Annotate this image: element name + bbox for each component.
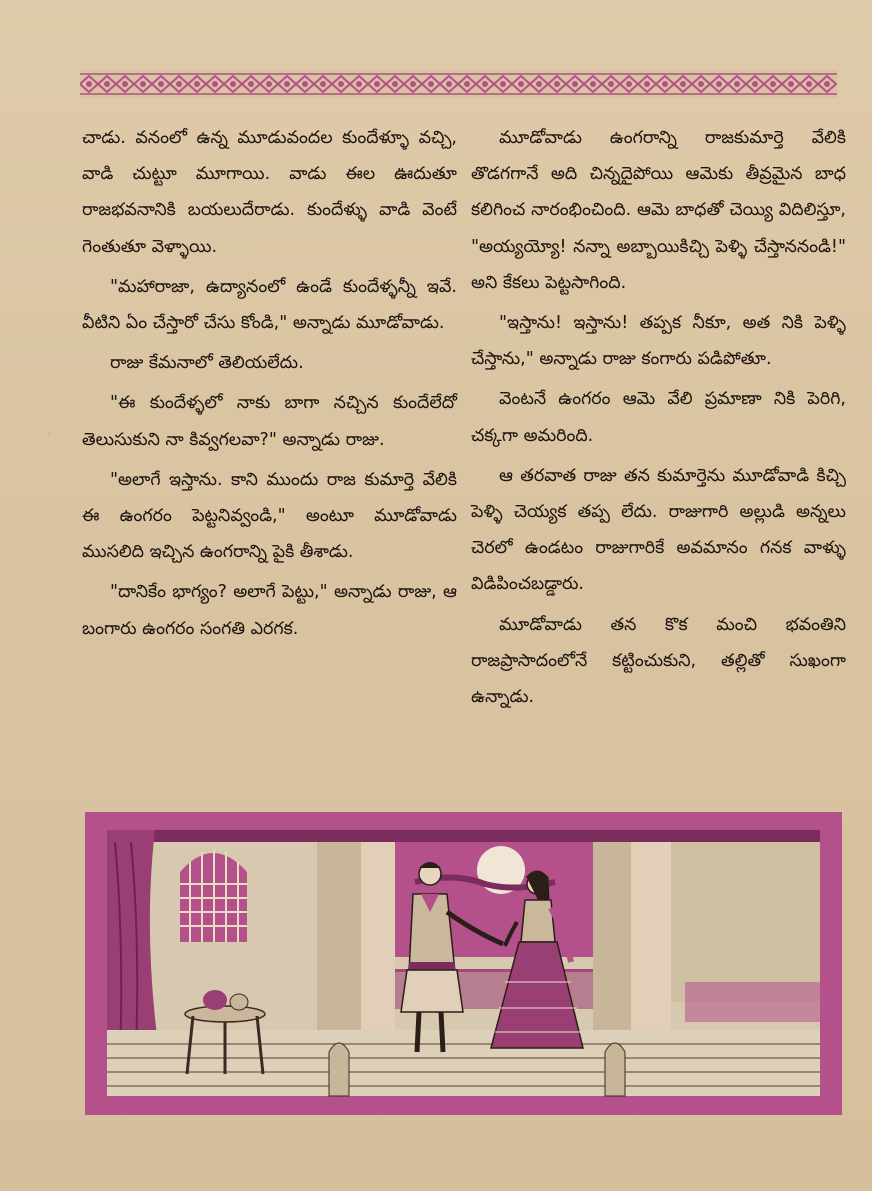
story-paragraph: మూడోవాడు తన కొక మంచి భవంతిని రాజప్రాసాదంలోనే కట్టించుకుని, తల్లితో సుఖంగా ఉన్నాడు.	[471, 614, 846, 708]
story-paragraph: మూడోవాడు ఉంగరాన్ని రాజకుమార్తె వేలికి తొడగగానే అది చిన్నదైపోయి ఆమెకు తీవ్రమైన బాధ కలిగించ నారంభించింది. ఆమె బాధతో చెయ్యి విదిలిస్తూ, "అయ్యయ్యో! నన్నా అబ్బాయికిచ్చి పెళ్ళి చేస్తాననండి!" అని కేకలు పెట్టసాగింది.	[471, 128, 846, 293]
story-paragraph: రాజు కేమనాలో తెలియలేదు.	[110, 353, 304, 374]
page-speck: ·	[48, 430, 51, 440]
story-paragraph: ఆ తరవాత రాజు తన కుమార్తెను మూడోవాడి కిచ్చి పెళ్ళి చెయ్యక తప్ప లేదు. రాజుగారి అల్లుడి అన్నలు చెరలో ఉండటం రాజుగారికే అవమానం గనక వాళ్ళు విడిపించబడ్డారు.	[471, 465, 846, 595]
right-text-column	[471, 120, 846, 715]
wedding-couple-illustration	[85, 812, 842, 1115]
story-paragraph: "ఇస్తాను! ఇస్తాను! తప్పక నీకూ, అత నికి పెళ్ళి చేస్తాను," అన్నాడు రాజు కంగారు పడిపోతూ.	[471, 313, 846, 370]
ornamental-border-icon	[80, 70, 837, 98]
story-paragraph: చాడు. వనంలో ఉన్న మూడువందల కుందేళ్ళూ వచ్చి, వాడి చుట్టూ మూగాయి. వాడు ఈల ఊదుతూ రాజభవనానికి బయలుదేరాడు. కుందేళ్ళు వాడి వెంటే గెంతుతూ వెళ్ళాయి.	[82, 128, 457, 257]
story-paragraph: "మహారాజా, ఉద్యానంలో ఉండే కుందేళ్ళన్నీ ఇవే. వీటిని ఏం చేస్తారో చేసు కోండి," అన్నాడు మూడోవాడు.	[82, 276, 457, 334]
left-text-column	[82, 120, 457, 647]
story-paragraph: "అలాగే ఇస్తాను. కాని ముందు రాజ కుమార్తె వేలికి ఈ ఉంగరం పెట్టనివ్వండి," అంటూ మూడోవాడు ముసలిది ఇచ్చిన ఉంగరాన్ని పైకి తీశాడు.	[82, 469, 457, 563]
story-paragraph: "ఈ కుందేళ్ళలో నాకు బాగా నచ్చిన కుందేలేదో తెలుసుకుని నా కివ్వగలవా?" అన్నాడు రాజు.	[82, 393, 457, 450]
story-paragraph: వెంటనే ఉంగరం ఆమె వేలి ప్రమాణా నికి పెరిగి, చక్కగా అమరింది.	[471, 389, 846, 446]
story-paragraph: "దానికేం భాగ్యం? అలాగే పెట్టు," అన్నాడు రాజు, ఆ బంగారు ఉంగరం సంగతి ఎరగక.	[82, 582, 457, 639]
